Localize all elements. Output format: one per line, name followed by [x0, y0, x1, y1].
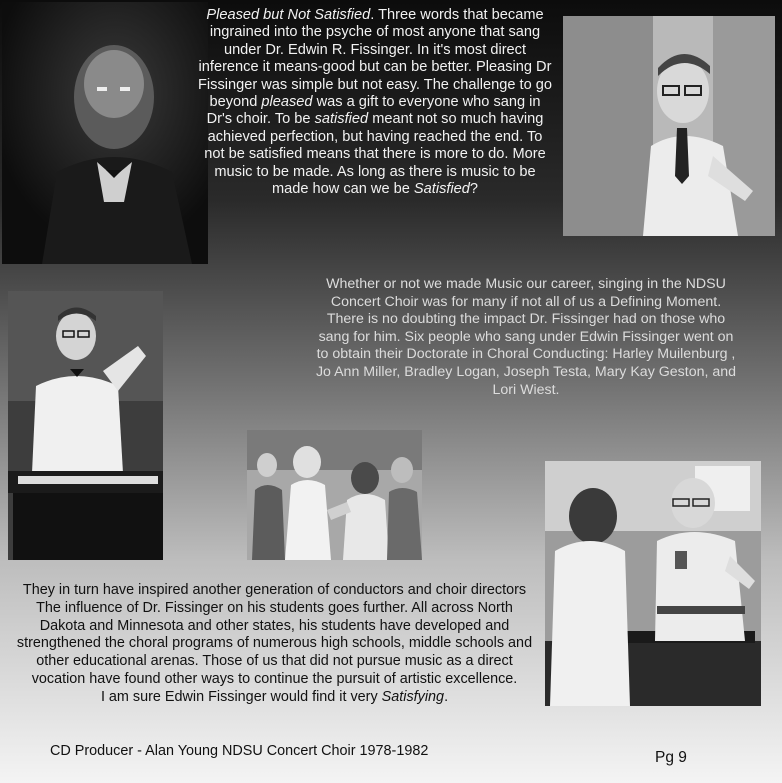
conductor-portrait-photo — [2, 2, 208, 264]
producer-credit: CD Producer - Alan Young NDSU Concert Choir 1978-1982 — [50, 743, 429, 759]
page-number: Pg 9 — [655, 749, 687, 766]
closing-suffix: . — [444, 688, 449, 705]
fissinger-glasses-photo — [563, 16, 775, 236]
intro-satisfied-question-italic: Satisfied — [413, 181, 470, 198]
intro-paragraph — [196, 7, 554, 198]
intro-lead-italic: Pleased but Not Satisfied — [206, 7, 371, 23]
intro-text-2: was a gift to everyone who sang in Dr's choir. To be — [206, 94, 541, 128]
intro-text-3: meant not so much having achieved perfection, but having reached the end. To not be satisfied means that there is more to do. More music to be made. As long as there is music to be made how can we be — [204, 111, 546, 198]
defining-moment-paragraph: Whether or not we made Music our career, singing in the NDSU Concert Choir was for many if not all of us a Defining Moment. There is no doubting the impact Dr. Fissinger had on those who sang for him. Six people who sang under Edwin Fissinger went on to obtain their Doctorate in Choral Conducting: Harley Muilenburg , Jo Ann Miller, Bradley Logan, Joseph Testa, Mary Kay Geston, and Lori Wiest. — [315, 276, 737, 398]
closing-satisfying-italic: Satisfying — [381, 688, 445, 705]
rehearsal-group-photo — [247, 430, 422, 560]
intro-satisfied-italic: satisfied — [314, 111, 369, 128]
closing-prefix: I am sure Edwin Fissinger would find it very — [100, 688, 382, 705]
piano-coaching-photo — [545, 461, 761, 706]
intro-pleased-italic: pleased — [261, 94, 313, 111]
legacy-paragraph — [12, 582, 537, 707]
intro-text-4: ? — [469, 181, 479, 198]
legacy-text: They in turn have inspired another generation of conductors and choir directors The influence of Dr. Fissinger on his students goes further. All across North Dakota and Minnesota and other states, his students have developed and strengthened the choral programs of numerous high schools, middle schools and other educational arenas. Those of us that did not pursue music as a direct vocation have found other ways to continue the pursuit of artistic excellence. — [16, 582, 533, 687]
intro-text-1: . Three words that became ingrained into the psyche of most anyone that sang under Dr. Edwin R. Fissinger. In it's most direct inference it means-good but can be better. Pleasing Dr Fissinger was simple but not easy. The challenge to go beyond — [198, 7, 552, 111]
conductor-piano-photo — [8, 291, 163, 560]
